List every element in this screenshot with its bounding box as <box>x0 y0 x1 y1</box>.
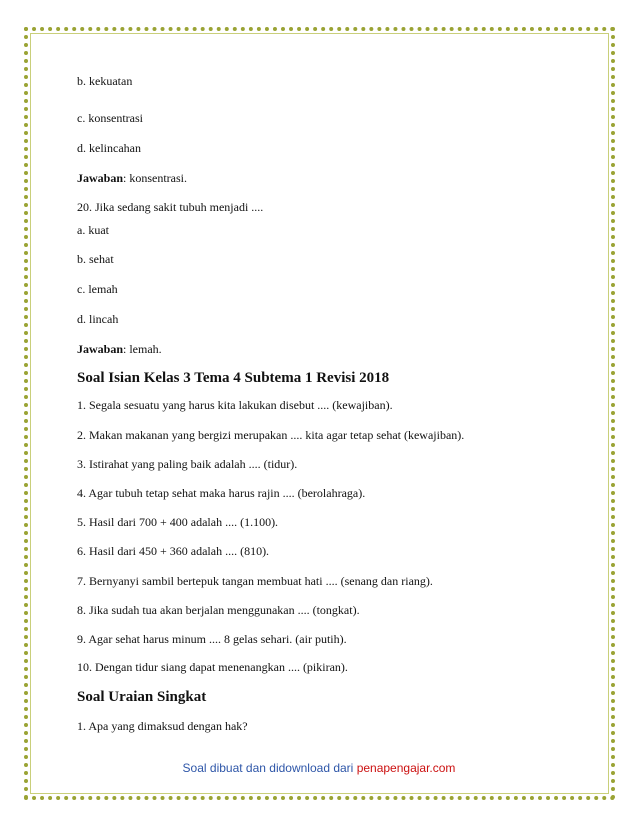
option-d-prev: d. kelincahan <box>77 141 141 155</box>
isian-item: 5. Hasil dari 700 + 400 adalah .... (1.100). <box>77 515 279 529</box>
answer-prev <box>77 171 187 185</box>
q20-answer <box>77 342 162 356</box>
isian-item: 7. Bernyanyi sambil bertepuk tangan membuat hati .... (senang dan riang). <box>77 574 433 588</box>
isian-item: 3. Istirahat yang paling baik adalah .... (tidur). <box>77 457 298 471</box>
uraian-heading: Soal Uraian Singkat <box>77 689 207 705</box>
option-b-prev: b. kekuatan <box>77 74 133 88</box>
q20-option-d: d. lincah <box>77 312 119 326</box>
isian-item: 8. Jika sudah tua akan berjalan menggunakan .... (tongkat). <box>77 603 360 617</box>
isian-item: 9. Agar sehat harus minum .... 8 gelas sehari. (air putih). <box>77 632 347 646</box>
answer-label: Jawaban <box>77 171 124 185</box>
question-20: 20. Jika sedang sakit tubuh menjadi .... <box>77 200 264 214</box>
q20-option-a: a. kuat <box>77 223 109 237</box>
answer-value: : konsentrasi. <box>123 171 188 185</box>
isian-item: 2. Makan makanan yang bergizi merupakan .... kita agar tetap sehat (kewajiban). <box>77 428 465 442</box>
footer-text: Soal dibuat dan didownload dari <box>182 761 357 775</box>
q20-option-c: c. lemah <box>77 282 118 296</box>
isian-item: 1. Segala sesuatu yang harus kita lakukan disebut .... (kewajiban). <box>77 398 393 412</box>
isian-item: 10. Dengan tidur siang dapat menenangkan .... (pikiran). <box>77 660 348 674</box>
footer-link[interactable]: penapengajar.com <box>356 761 456 775</box>
isian-item: 6. Hasil dari 450 + 360 adalah .... (810). <box>77 544 270 558</box>
uraian-item: 1. Apa yang dimaksud dengan hak? <box>77 719 248 733</box>
isian-item: 4. Agar tubuh tetap sehat maka harus rajin .... (berolahraga). <box>77 486 366 500</box>
q20-option-b: b. sehat <box>77 252 114 266</box>
isian-heading: Soal Isian Kelas 3 Tema 4 Subtema 1 Revisi 2018 <box>77 370 390 386</box>
answer-label: Jawaban <box>77 342 124 356</box>
option-c-prev: c. konsentrasi <box>77 111 143 125</box>
page-footer <box>0 761 638 775</box>
answer-value: : lemah. <box>123 342 162 356</box>
